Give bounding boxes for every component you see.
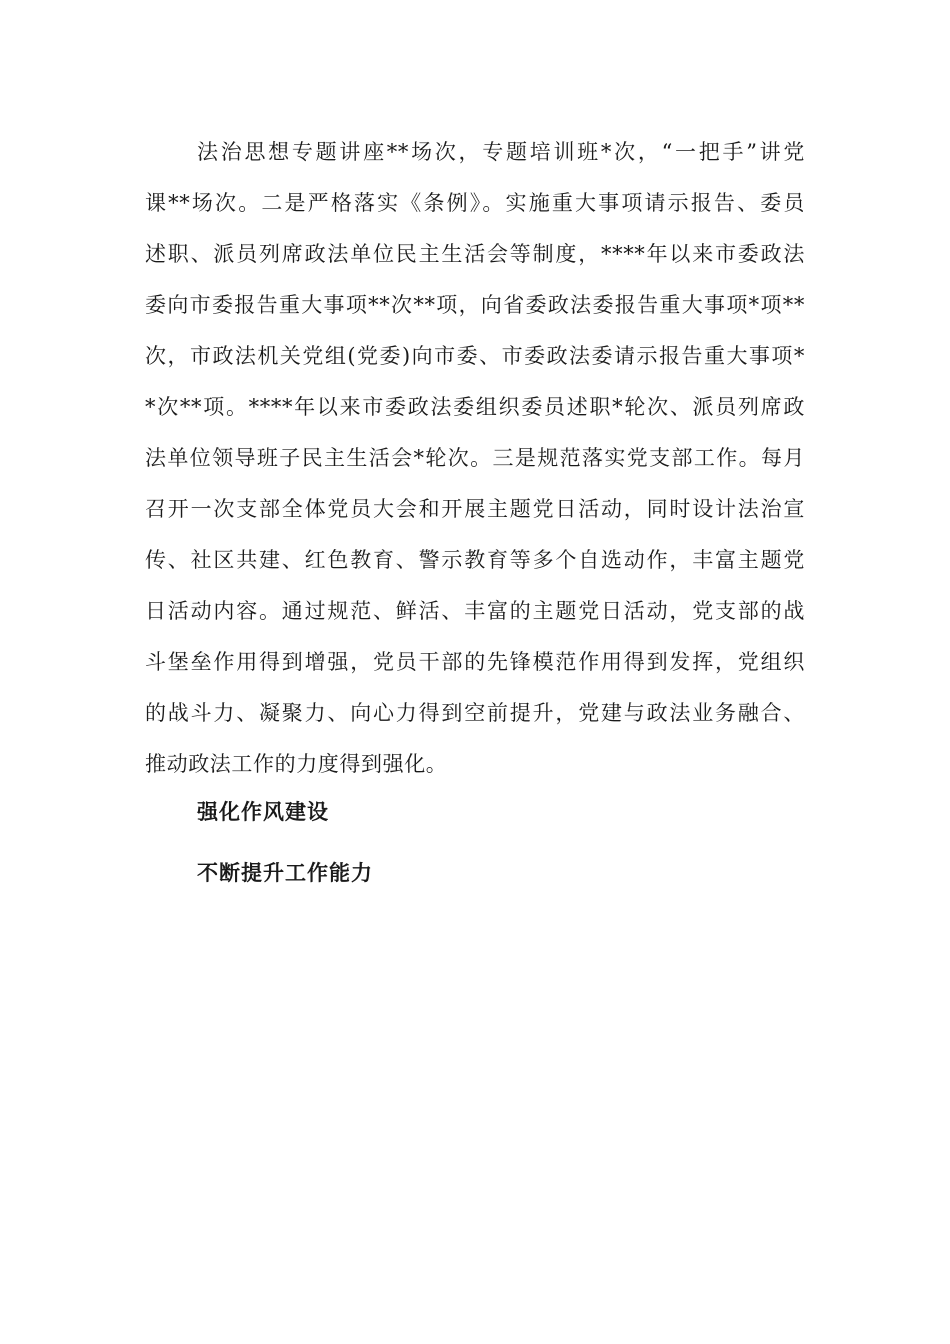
paragraph-line: *次**项。****年以来市委政法委组织委员述职*轮次、派员列席政 (145, 395, 805, 419)
paragraph-line: 召开一次支部全体党员大会和开展主题党日活动，同时设计法治宣 (145, 497, 805, 521)
paragraph-line: 法单位领导班子民主生活会*轮次。三是规范落实党支部工作。每月 (145, 446, 805, 470)
paragraph-line: 次，市政法机关党组(党委)向市委、市委政法委请示报告重大事项* (145, 344, 805, 368)
paragraph-line: 课**场次。二是严格落实《条例》。实施重大事项请示报告、委员 (145, 191, 805, 215)
paragraph-line: 传、社区共建、红色教育、警示教育等多个自选动作，丰富主题党 (145, 548, 805, 572)
paragraph-line: 委向市委报告重大事项**次**项，向省委政法委报告重大事项*项** (145, 293, 805, 317)
section-subheading: 不断提升工作能力 (197, 860, 373, 885)
paragraph-line: 述职、派员列席政法单位民主生活会等制度，****年以来市委政法 (145, 242, 805, 266)
body-paragraph (145, 134, 805, 797)
paragraph-line: 日活动内容。通过规范、鲜活、丰富的主题党日活动，党支部的战 (145, 599, 805, 623)
paragraph-line: 推动政法工作的力度得到强化。 (145, 752, 448, 776)
paragraph-line: 的战斗力、凝聚力、向心力得到空前提升，党建与政法业务融合、 (145, 701, 805, 725)
section-heading: 强化作风建设 (197, 799, 329, 824)
paragraph-line: 斗堡垒作用得到增强，党员干部的先锋模范作用得到发挥，党组织 (145, 650, 805, 674)
paragraph-line: 法治思想专题讲座**场次，专题培训班*次，“一把手”讲党 (197, 140, 805, 164)
